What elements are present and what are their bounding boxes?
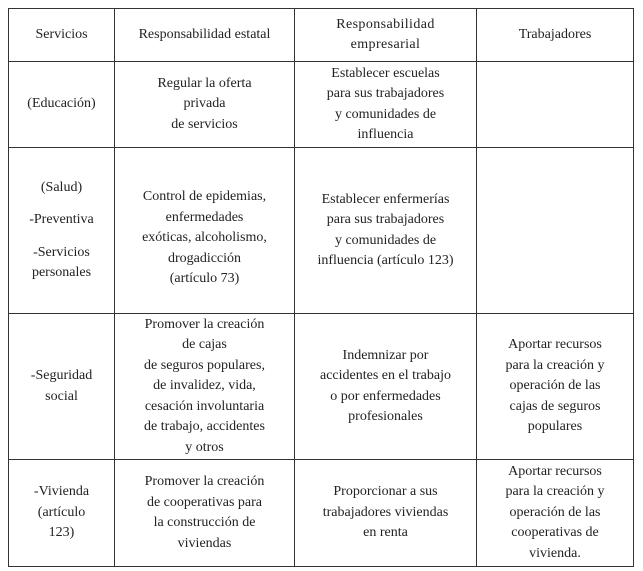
cell-seguridad-empresarial: Indemnizar por accidentes en el trabajo o por enfermedades profesionales <box>295 314 477 460</box>
cell-salud-estatal: Control de epidemias, enfermedades exóticas, alcoholismo, drogadicción (artículo 73) <box>115 148 295 314</box>
cell-vivienda-empresarial: Proporcionar a sus trabajadores viviendas en renta <box>295 460 477 567</box>
cell-seguridad-trabajadores: Aportar recursos para la creación y operación de las cajas de seguros populares <box>477 314 634 460</box>
row-salud <box>9 148 634 314</box>
cell-vivienda-estatal: Promover la creación de cooperativas para la construcción de viviendas <box>115 460 295 567</box>
cell-educacion-servicio: (Educación) <box>9 62 115 148</box>
servicios-personales-label: -Servicios personales <box>31 244 92 280</box>
row-seguridad <box>9 314 634 460</box>
cell-seguridad-servicio: -Seguridad social <box>9 314 115 460</box>
preventiva-label: -Preventiva <box>29 212 94 227</box>
cell-educacion-trabajadores <box>477 62 634 148</box>
header-row <box>9 9 634 62</box>
responsibility-table <box>8 8 634 567</box>
header-trabajadores: Trabajadores <box>477 9 634 62</box>
cell-vivienda-servicio: -Vivienda (artículo 123) <box>9 460 115 567</box>
header-estatal: Responsabilidad estatal <box>115 9 295 62</box>
cell-educacion-estatal: Regular la oferta privada de servicios <box>115 62 295 148</box>
row-vivienda <box>9 460 634 567</box>
header-empresarial: Responsabilidad empresarial <box>295 9 477 62</box>
salud-label: (Salud) <box>40 179 83 195</box>
header-servicios: Servicios <box>9 9 115 62</box>
cell-seguridad-estatal: Promover la creación de cajas de seguros populares, de invalidez, vida, cesación involuntaria de trabajo, accidentes y otros <box>115 314 295 460</box>
cell-vivienda-trabajadores: Aportar recursos para la creación y operación de las cooperativas de vivienda. <box>477 460 634 567</box>
cell-educacion-empresarial: Establecer escuelas para sus trabajadores y comunidades de influencia <box>295 62 477 148</box>
cell-salud-trabajadores <box>477 148 634 314</box>
row-educacion <box>9 62 634 148</box>
cell-salud-servicio <box>9 148 115 314</box>
cell-salud-empresarial: Establecer enfermerías para sus trabajadores y comunidades de influencia (artículo 123) <box>295 148 477 314</box>
